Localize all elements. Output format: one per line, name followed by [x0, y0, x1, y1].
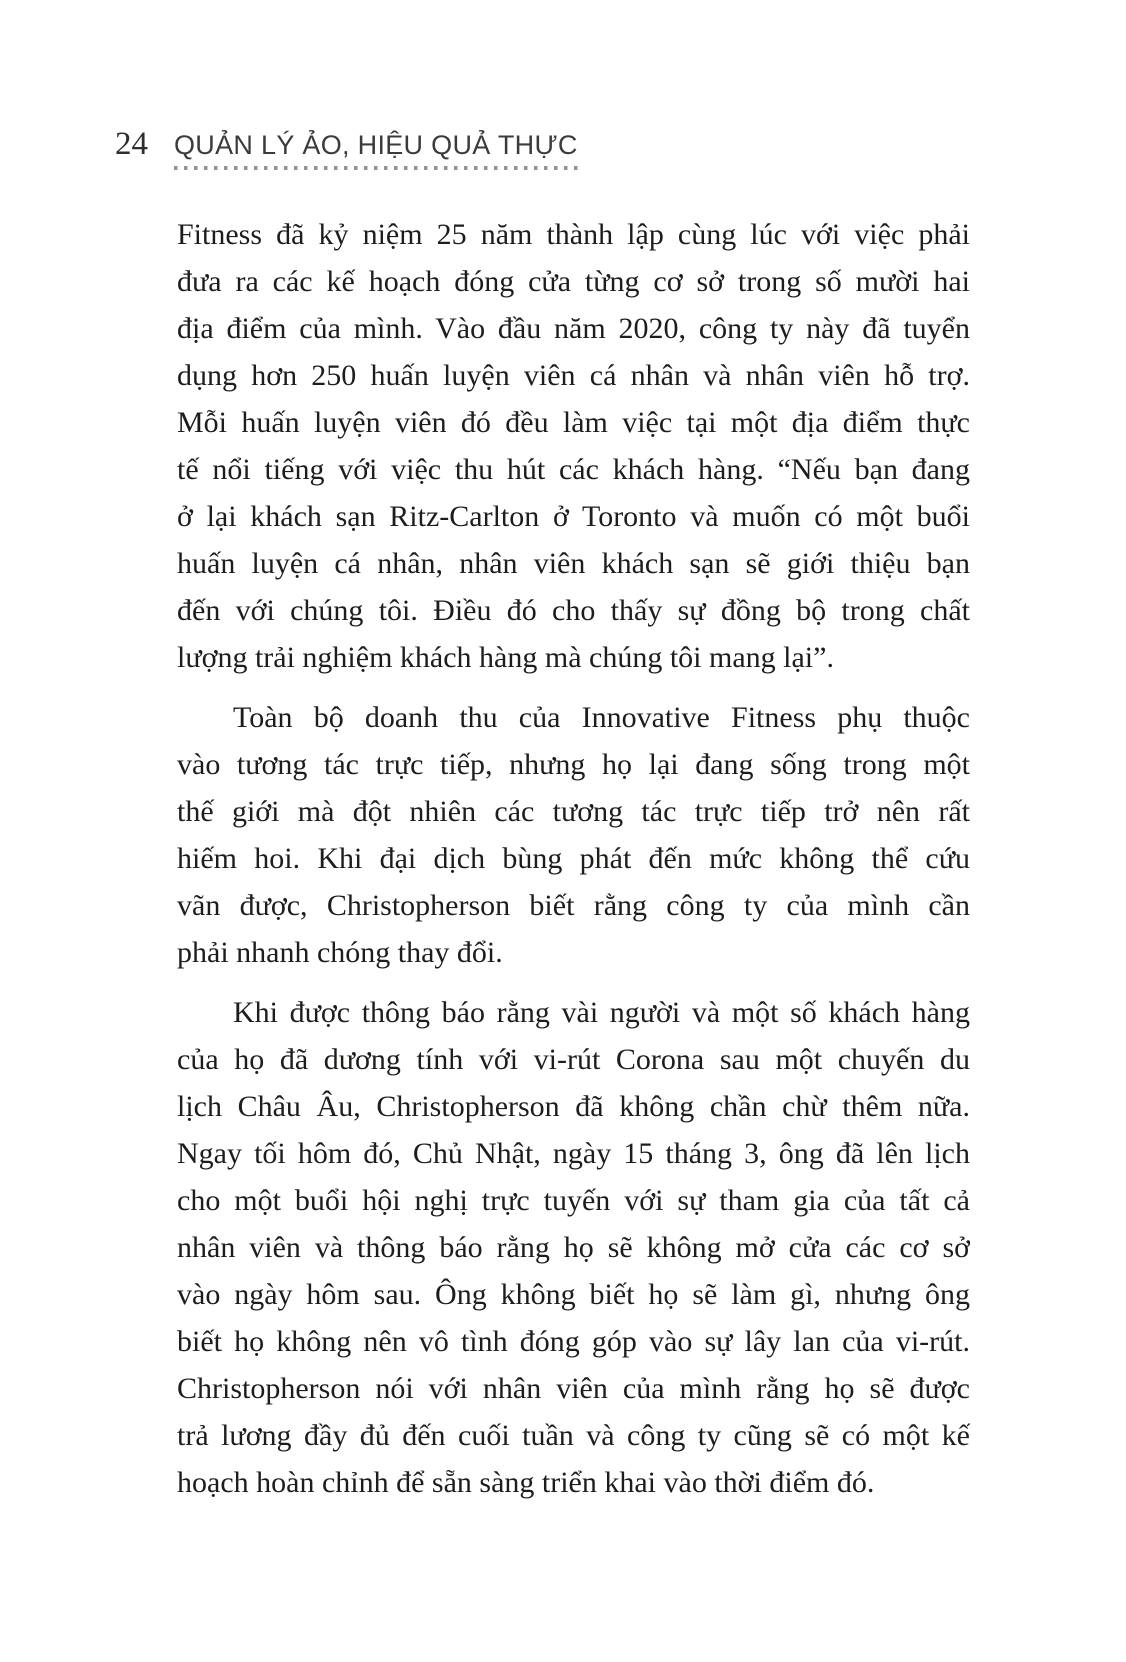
- text-line: Christopherson nói với nhân viên của mình rằng họ sẽ được: [177, 1372, 970, 1405]
- text-line: Khi được thông báo rằng vài người và một số khách hàng: [233, 996, 970, 1029]
- text-line: Mỗi huấn luyện viên đó đều làm việc tại một địa điểm thực: [177, 406, 970, 439]
- paragraph: [177, 211, 970, 681]
- text-line: vãn được, Christopherson biết rằng công ty của mình cần: [177, 889, 970, 922]
- paragraph: [177, 989, 970, 1506]
- text-line: hoạch hoàn chỉnh để sẵn sàng triển khai vào thời điểm đó.: [177, 1466, 875, 1499]
- text-line: ở lại khách sạn Ritz-Carlton ở Toronto và muốn có một buổi: [177, 500, 970, 533]
- text-line: hiếm hoi. Khi đại dịch bùng phát đến mức không thể cứu: [177, 842, 970, 875]
- text-line: nhân viên và thông báo rằng họ sẽ không mở cửa các cơ sở: [177, 1231, 970, 1264]
- text-line: tế nổi tiếng với việc thu hút các khách hàng. “Nếu bạn đang: [177, 453, 970, 486]
- running-title-block: [174, 130, 578, 170]
- text-line: Ngay tối hôm đó, Chủ Nhật, ngày 15 tháng 3, ông đã lên lịch: [177, 1137, 970, 1170]
- body-text: [177, 211, 970, 1519]
- page-header: [115, 128, 578, 170]
- text-line: địa điểm của mình. Vào đầu năm 2020, công ty này đã tuyển: [177, 312, 970, 345]
- text-line: dụng hơn 250 huấn luyện viên cá nhân và nhân viên hỗ trợ.: [177, 359, 970, 392]
- text-line: trả lương đầy đủ đến cuối tuần và công ty cũng sẽ có một kế: [177, 1419, 970, 1452]
- page-number: 24: [115, 126, 148, 162]
- text-line: đến với chúng tôi. Điều đó cho thấy sự đồng bộ trong chất: [177, 594, 970, 627]
- text-line: cho một buổi hội nghị trực tuyến với sự tham gia của tất cả: [177, 1184, 970, 1217]
- text-line: thế giới mà đột nhiên các tương tác trực tiếp trở nên rất: [177, 795, 970, 828]
- text-line: đưa ra các kế hoạch đóng cửa từng cơ sở trong số mười hai: [177, 265, 970, 298]
- text-line: lượng trải nghiệm khách hàng mà chúng tôi mang lại”.: [177, 641, 834, 674]
- text-line: Toàn bộ doanh thu của Innovative Fitness phụ thuộc: [233, 701, 970, 734]
- text-line: của họ đã dương tính với vi-rút Corona sau một chuyến du: [177, 1043, 970, 1076]
- dotted-rule: [174, 166, 578, 170]
- text-line: biết họ không nên vô tình đóng góp vào sự lây lan của vi-rút.: [177, 1325, 970, 1358]
- paragraph: [177, 694, 970, 976]
- text-line: phải nhanh chóng thay đổi.: [177, 936, 503, 969]
- text-line: Fitness đã kỷ niệm 25 năm thành lập cùng lúc với việc phải: [177, 218, 970, 251]
- running-title: QUẢN LÝ ẢO, HIỆU QUẢ THỰC: [174, 130, 578, 160]
- text-line: huấn luyện cá nhân, nhân viên khách sạn sẽ giới thiệu bạn: [177, 547, 970, 580]
- text-line: vào ngày hôm sau. Ông không biết họ sẽ làm gì, nhưng ông: [177, 1278, 970, 1311]
- text-line: lịch Châu Âu, Christopherson đã không chần chừ thêm nữa.: [177, 1090, 970, 1123]
- text-line: vào tương tác trực tiếp, nhưng họ lại đang sống trong một: [177, 748, 970, 781]
